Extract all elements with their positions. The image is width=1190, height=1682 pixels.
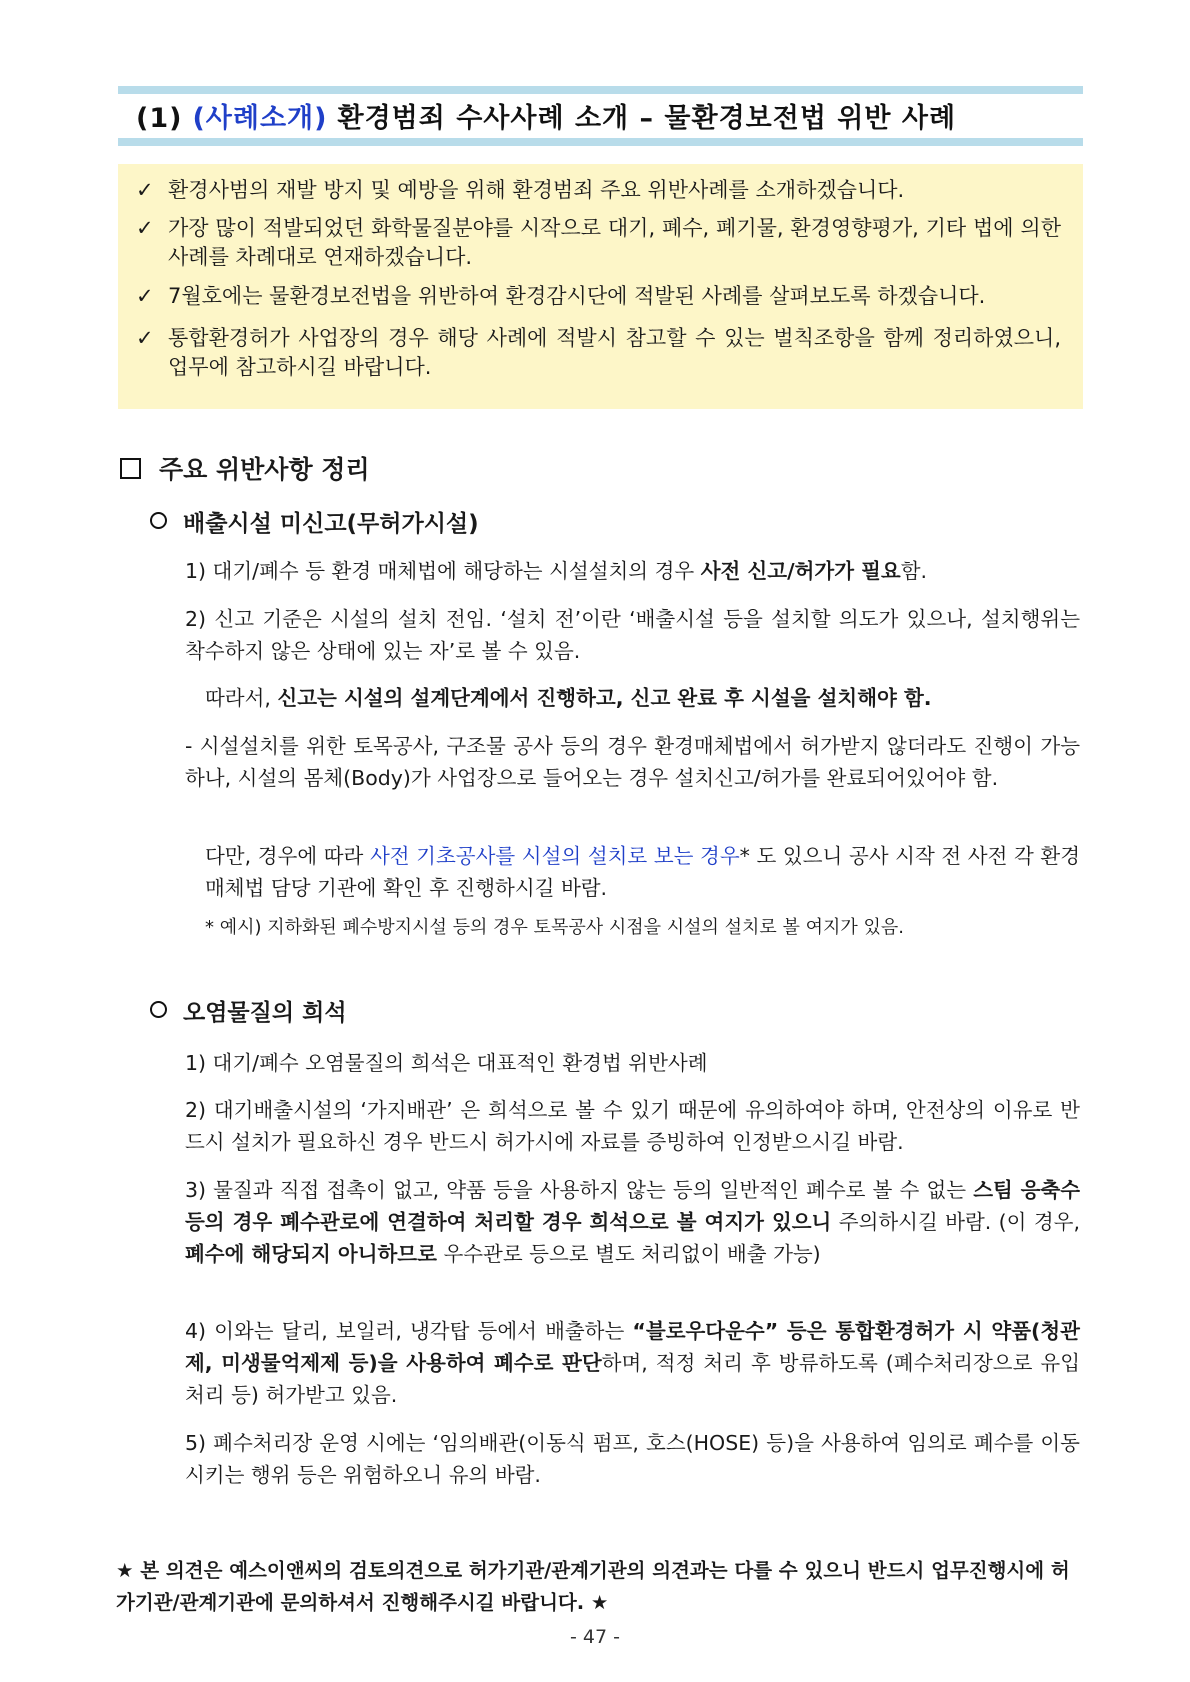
sub2-paragraph-2 bbox=[185, 1094, 1080, 1158]
title-text: 환경범죄 수사사례 소개 – 물환경보전법 위반 사례 bbox=[337, 103, 957, 134]
text-run: 다만, 경우에 따라 bbox=[205, 844, 370, 868]
square-bullet-icon bbox=[120, 458, 141, 479]
bold-run: 신고는 시설의 설계단계에서 진행하고, 신고 완료 후 시설을 설치해야 함. bbox=[277, 686, 932, 710]
check-icon: ✓ bbox=[136, 216, 154, 240]
sub1-paragraph-4 bbox=[185, 730, 1080, 794]
intro-item bbox=[136, 214, 1061, 272]
bold-run: 스팀 응축수 등의 경우 폐수관로에 연결하여 처리할 경우 희석으로 볼 여지가 있으니 bbox=[185, 1178, 1080, 1234]
intro-item bbox=[136, 282, 1061, 311]
section-heading bbox=[120, 450, 370, 486]
page-title bbox=[136, 96, 956, 135]
text-run: * 도 있으니 공사 시작 전 사전 각 환경 매체법 담당 기관에 확인 후 진행하시길 바람. bbox=[205, 844, 1081, 900]
text-run: 우수관로 등으로 별도 처리없이 배출 가능) bbox=[436, 1242, 821, 1266]
text-run: 1) 대기/폐수 등 환경 매체법에 해당하는 시설설치의 경우 bbox=[185, 559, 701, 583]
intro-item bbox=[136, 176, 1061, 205]
subsection-title: 배출시설 미신고(무허가시설) bbox=[183, 511, 479, 537]
text-run: 3) 물질과 직접 접촉이 없고, 약품 등을 사용하지 않는 등의 일반적인 폐수로 볼 수 없는 bbox=[185, 1178, 974, 1202]
sub2-paragraph-1: 1) 대기/폐수 오염물질의 희석은 대표적인 환경법 위반사례 bbox=[185, 1051, 708, 1075]
bold-run: 폐수에 해당되지 아니하므로 bbox=[185, 1242, 437, 1266]
title-number: (1) bbox=[136, 103, 183, 134]
text-run: 4) 이와는 달리, 보일러, 냉각탑 등에서 배출하는 bbox=[185, 1319, 633, 1343]
title-rule-bottom bbox=[118, 138, 1083, 146]
sub2-paragraph-5 bbox=[185, 1427, 1080, 1491]
sub1-paragraph-3 bbox=[205, 682, 1085, 714]
intro-item-text: 환경사범의 재발 방지 및 예방을 위해 환경범죄 주요 위반사례를 소개하겠습니다. bbox=[168, 178, 905, 202]
section-title: 주요 위반사항 정리 bbox=[159, 455, 370, 484]
text-run: 2) 대기배출시설의 ‘가지배관’ 은 희석으로 볼 수 있기 때문에 유의하여야 하며, 안전상의 이유로 반드시 설치가 필요하신 경우 반드시 허가시에 자료를 증빙하여 인정받으시길 바람. bbox=[185, 1098, 1080, 1154]
sub1-paragraph-2 bbox=[185, 603, 1080, 667]
title-tag: (사례소개) bbox=[192, 103, 328, 134]
subsection-heading bbox=[150, 994, 347, 1027]
circle-bullet-icon bbox=[150, 1001, 167, 1018]
check-icon: ✓ bbox=[136, 284, 154, 308]
intro-item bbox=[136, 324, 1061, 382]
title-band bbox=[118, 86, 1083, 146]
text-run: 하며, 적정 처리 후 방류하도록 (폐수처리장으로 유입 처리 등) 허가받고 있음. bbox=[185, 1351, 1080, 1407]
text-run: 주의하시길 바람. (이 경우, bbox=[831, 1210, 1080, 1234]
circle-bullet-icon bbox=[150, 512, 167, 529]
sub2-paragraph-4 bbox=[185, 1315, 1080, 1411]
sub1-paragraph-1 bbox=[185, 555, 1065, 587]
text-run: - 시설설치를 위한 토목공사, 구조물 공사 등의 경우 환경매체법에서 허가받지 않더라도 진행이 가능하나, 시설의 몸체(Body)가 사업장으로 들어오는 경우 설치신고/허가를 완료되어있어야 함. bbox=[185, 734, 1080, 790]
intro-box bbox=[118, 164, 1083, 409]
sub1-footnote: * 예시) 지하화된 폐수방지시설 등의 경우 토목공사 시점을 시설의 설치로 볼 여지가 있음. bbox=[205, 917, 904, 938]
bold-run: “블로우다운수” 등은 통합환경허가 시 약품(청관제, 미생물억제제 등)을 사용하여 폐수로 판단 bbox=[185, 1319, 1080, 1375]
check-icon: ✓ bbox=[136, 326, 154, 350]
sub2-paragraph-3 bbox=[185, 1174, 1080, 1270]
sub1-paragraph-5 bbox=[205, 840, 1080, 904]
bold-run: 사전 신고/허가가 필요 bbox=[700, 559, 901, 583]
title-rule-top bbox=[118, 86, 1083, 94]
disclaimer-note: ★ 본 의견은 예스이앤씨의 검토의견으로 허가기관/관계기관의 의견과는 다를 수 있으니 반드시 업무진행시에 허가기관/관계기관에 문의하셔서 진행해주시길 바랍니다. ★ bbox=[116, 1559, 1070, 1614]
subsection-title: 오염물질의 희석 bbox=[183, 1000, 347, 1026]
page-number: - 47 - bbox=[570, 1626, 620, 1648]
highlight-run: 사전 기초공사를 시설의 설치로 보는 경우 bbox=[369, 844, 740, 868]
text-run: 따라서, bbox=[205, 686, 278, 710]
text-run: 함. bbox=[900, 559, 928, 583]
intro-item-text: 가장 많이 적발되었던 화학물질분야를 시작으로 대기, 폐수, 폐기물, 환경영향평가, 기타 법에 의한 사례를 차례대로 연재하겠습니다. bbox=[168, 216, 1061, 269]
check-icon: ✓ bbox=[136, 178, 154, 202]
intro-item-text: 통합환경허가 사업장의 경우 해당 사례에 적발시 참고할 수 있는 벌칙조항을 함께 정리하였으니, 업무에 참고하시길 바랍니다. bbox=[168, 326, 1061, 379]
subsection-heading bbox=[150, 505, 479, 538]
intro-item-text: 7월호에는 물환경보전법을 위반하여 환경감시단에 적발된 사례를 살펴보도록 하겠습니다. bbox=[168, 284, 986, 308]
text-run: 2) 신고 기준은 시설의 설치 전임. ‘설치 전’이란 ‘배출시설 등을 설치할 의도가 있으나, 설치행위는 착수하지 않은 상태에 있는 자’로 볼 수 있음. bbox=[185, 607, 1080, 663]
text-run: 5) 폐수처리장 운영 시에는 ‘임의배관(이동식 펌프, 호스(HOSE) 등)을 사용하여 임의로 폐수를 이동시키는 행위 등은 위험하오니 유의 바람. bbox=[185, 1431, 1080, 1487]
